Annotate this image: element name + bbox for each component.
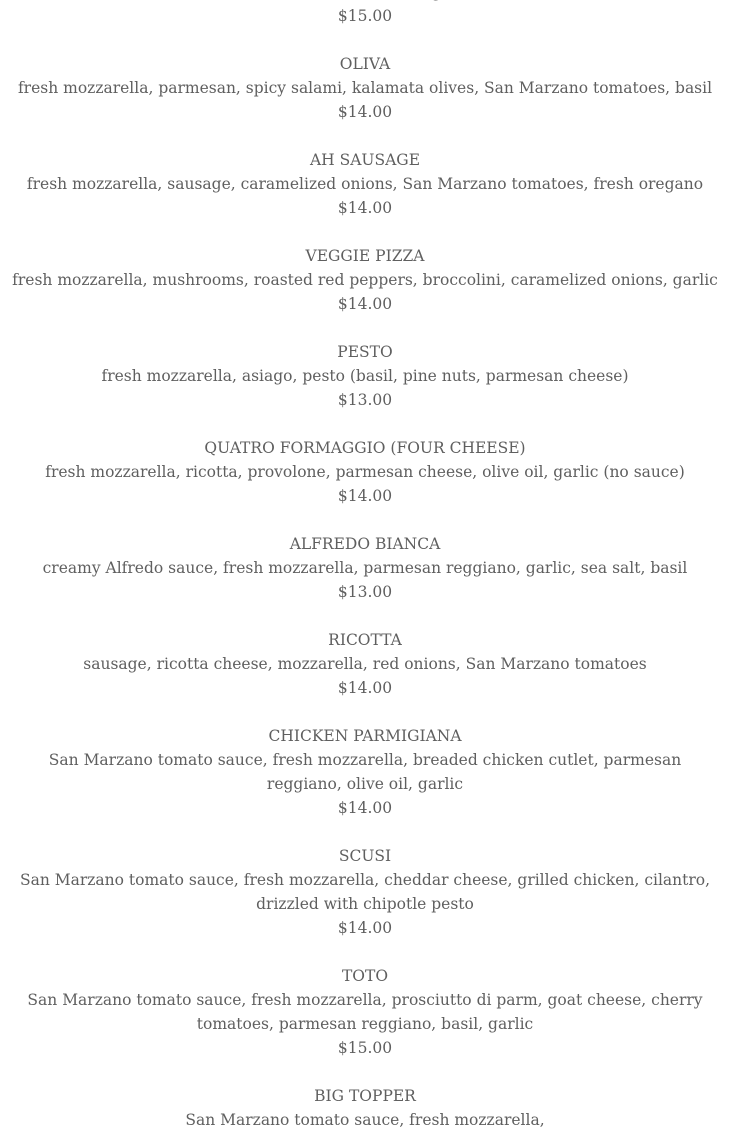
menu-item-ricotta [0,628,730,700]
menu-item-description: fresh mozzarella, parmesan, spicy salami, kalamata olives, San Marzano tomatoes, basil [17,79,713,97]
menu-item-name: VEGGIE PIZZA [305,247,425,265]
menu-item-big-topper [0,1084,730,1132]
menu-item-price: $15.00 [337,7,393,25]
menu-item-price: $14.00 [337,919,393,937]
menu-item-oliva [0,52,730,124]
menu-item-description: San Marzano tomato sauce, fresh mozzarella, breaded chicken cutlet, parmesan reggiano, olive oil, garlic [48,751,682,793]
menu-item-price: $14.00 [337,487,393,505]
menu-item-description: San Marzano tomato sauce, fresh mozzarella, prosciutto di parm, goat cheese, cherry tomatoes, parmesan reggiano, basil, garlic [27,991,703,1033]
menu-item-veggie-pizza [0,244,730,316]
menu-item-scusi [0,844,730,940]
menu-item-chicken-parmigiana [0,724,730,820]
menu-item-description: fresh mozzarella, asiago, pesto (basil, pine nuts, parmesan cheese) [101,367,629,385]
menu-item-alfredo-bianca [0,532,730,604]
menu-item-description: sausage, ricotta cheese, mozzarella, red onions, San Marzano tomatoes [83,655,647,673]
menu-item-price: $13.00 [337,583,393,601]
menu-item-quatro-formaggio [0,436,730,508]
menu-item-description: fresh mozzarella, ricotta, provolone, parmesan cheese, olive oil, garlic (no sauce) [45,463,685,481]
menu-item-description: creamy Alfredo sauce, fresh mozzarella, parmesan reggiano, garlic, sea salt, basil [42,559,688,577]
menu-item-description: San Marzano tomato sauce, fresh mozzarella, cheddar cheese, grilled chicken, cilantro, drizzled with chipotle pesto [19,871,711,913]
menu-item-ah-sausage [0,148,730,220]
menu-item-pesto [0,340,730,412]
menu-item-toto [0,964,730,1060]
menu-item-name: AH SAUSAGE [309,151,421,169]
menu-item-name: BIG TOPPER [314,1087,416,1105]
menu-item-price: $13.00 [337,391,393,409]
menu-item-description: fresh mozzarella, mushrooms, roasted red peppers, broccolini, caramelized onions, garlic [12,271,718,289]
menu-item-price: $14.00 [337,799,393,817]
menu-item-name: QUATRO FORMAGGIO (FOUR CHEESE) [204,439,526,457]
menu-item-price: $14.00 [337,199,393,217]
menu-item-description: fresh mozzarella, sausage, caramelized onions, San Marzano tomatoes, fresh oregano [26,175,704,193]
menu-item-name: TOTO [341,967,389,985]
menu-item-name: RICOTTA [328,631,402,649]
menu-item-name: SCUSI [338,847,392,865]
menu-item-name: ALFREDO BIANCA [289,535,441,553]
menu-item-price: $15.00 [337,1039,393,1057]
menu-item-partial [0,0,730,28]
menu-item-name: OLIVA [339,55,391,73]
menu-item-price: $14.00 [337,295,393,313]
menu-item-price: $14.00 [337,679,393,697]
menu-item-description: San Marzano tomato sauce, fresh mozzarella, [185,1111,545,1129]
menu-item-price: $14.00 [337,103,393,121]
menu-item-name: PESTO [337,343,393,361]
menu-item-name: CHICKEN PARMIGIANA [268,727,462,745]
